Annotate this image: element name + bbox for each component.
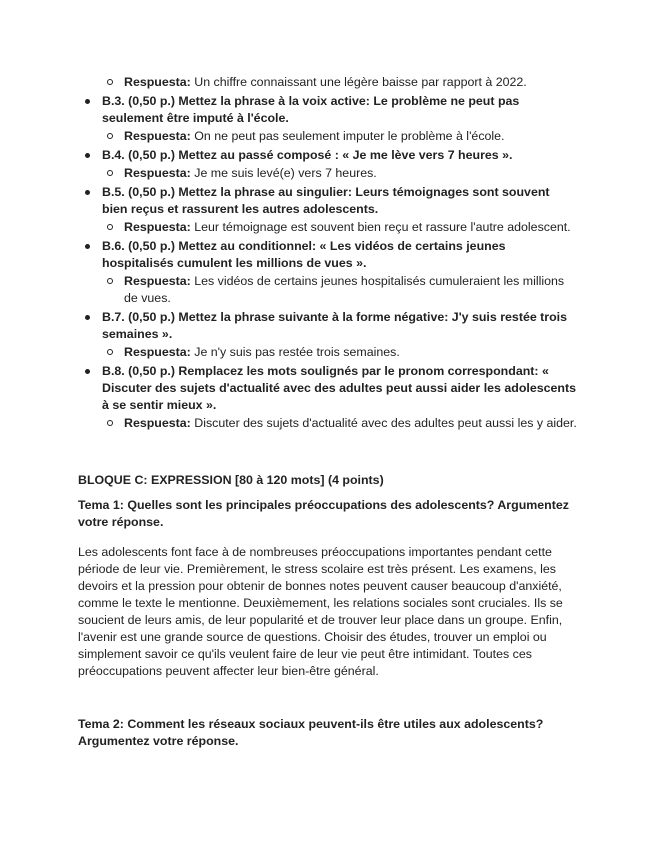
question-item — [78, 309, 578, 343]
tema2-title: Tema 2: Comment les réseaux sociaux peuvent-ils être utiles aux adolescents? Argumentez votre réponse. — [78, 717, 544, 748]
answer-text: Un chiffre connaissant une légère baisse par rapport à 2022. — [194, 75, 527, 89]
question-item — [78, 238, 578, 272]
question-item — [78, 147, 578, 164]
question-text: B.3. (0,50 p.) Mettez la phrase à la voix active: Le problème ne peut pas seulement être imputé à l'école. — [102, 94, 520, 125]
answer-label: Respuesta: — [124, 129, 191, 143]
question-text: B.5. (0,50 p.) Mettez la phrase au singulier: Leurs témoignages sont souvent bien reçus et rassurent les autres adolescents. — [102, 185, 550, 216]
answer-item — [78, 74, 578, 91]
answer-item — [78, 344, 578, 361]
question-item — [78, 363, 578, 414]
answer-label: Respuesta: — [124, 416, 191, 430]
tema1-title: Tema 1: Quelles sont les principales préoccupations des adolescents? Argumentez votre réponse. — [78, 498, 569, 529]
question-text: B.6. (0,50 p.) Mettez au conditionnel: « Les vidéos de certains jeunes hospitalisés cumulent les millions de vues ». — [102, 239, 506, 270]
answer-label: Respuesta: — [124, 75, 191, 89]
answer-text: Je me suis levé(e) vers 7 heures. — [194, 166, 377, 180]
question-text: B.7. (0,50 p.) Mettez la phrase suivante à la forme négative: J'y suis restée trois semaines ». — [102, 310, 568, 341]
section-heading: BLOQUE C: EXPRESSION [80 à 120 mots] (4 points) — [78, 473, 384, 487]
answer-item — [78, 219, 578, 236]
answer-label: Respuesta: — [124, 220, 191, 234]
question-text: B.4. (0,50 p.) Mettez au passé composé : « Je me lève vers 7 heures ». — [102, 148, 513, 162]
answer-label: Respuesta: — [124, 345, 191, 359]
answer-item — [78, 415, 578, 432]
answer-text: On ne peut pas seulement imputer le problème à l'école. — [194, 129, 505, 143]
question-list — [78, 74, 578, 434]
answer-text: Les vidéos de certains jeunes hospitalisés cumuleraient les millions de vues. — [124, 274, 565, 305]
answer-item — [78, 128, 578, 145]
answer-label: Respuesta: — [124, 274, 191, 288]
answer-text: Discuter des sujets d'actualité avec des adultes peut aussi les y aider. — [194, 416, 577, 430]
question-item — [78, 184, 578, 218]
tema1-text: Les adolescents font face à de nombreuses préoccupations importantes pendant cette période de leur vie. Premièrement, le stress scolaire est très présent. Les examens, les devoirs et la pression pour obtenir de bonnes notes peuvent causer beaucoup d'anxiété, comme le texte le mentionne. Deuxièmement, les relations sociales sont cruciales. Ils se soucient de leurs amis, de leur popularité et de trouver leur place dans un groupe. Enfin, l'avenir est une grande source de questions. Choisir des études, trouver un emploi ou simplement savoir ce qu'ils veulent faire de leur vie peut être intimidant. Toutes ces préoccupations peuvent affecter leur bien-être général. — [78, 545, 563, 678]
question-item — [78, 93, 578, 127]
question-text: B.8. (0,50 p.) Remplacez les mots soulignés par le pronom correspondant: « Discuter des sujets d'actualité avec des adultes peut aussi aider les adolescents à se sentir mieux ». — [102, 364, 576, 412]
answer-text: Je n'y suis pas restée trois semaines. — [194, 345, 400, 359]
answer-item — [78, 165, 578, 182]
answer-text: Leur témoignage est souvent bien reçu et rassure l'autre adolescent. — [194, 220, 571, 234]
answer-item — [78, 273, 578, 307]
answer-label: Respuesta: — [124, 166, 191, 180]
